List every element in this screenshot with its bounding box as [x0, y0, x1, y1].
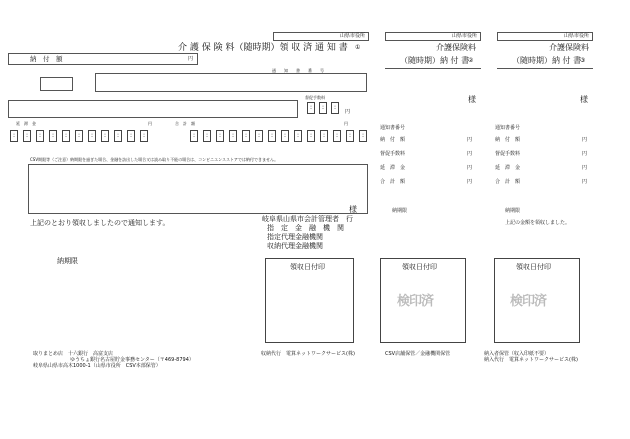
- small-box: [40, 77, 73, 91]
- late-digit-cell: :: [62, 130, 70, 142]
- footer-2: CSV店舗保管／金融機関保管: [385, 351, 451, 357]
- due-label-1: 納期限: [57, 257, 78, 265]
- issuer-line-4: 収納代理金融機関: [267, 242, 323, 250]
- fee-label-1: 督促手数料: [305, 95, 325, 100]
- seal-2: 検印済: [397, 294, 434, 309]
- total-digit-cell: :: [229, 130, 237, 142]
- total-digit-cell: :: [281, 130, 289, 142]
- late-digit-cell: :: [75, 130, 83, 142]
- title1-2: 介護保険料: [436, 43, 476, 52]
- title2-3: （随時期）納 付 書: [512, 56, 582, 65]
- row-label-3-3: 延 滞 金: [495, 165, 521, 171]
- sama-2: 様: [468, 95, 476, 104]
- row-label-2-3: 延 滞 金: [380, 165, 406, 171]
- title-rule-2: [385, 68, 481, 69]
- total-digit-cell: :: [307, 130, 315, 142]
- issuer-line-3: 指定代理金融機関: [267, 233, 323, 241]
- total-label-1: 合 計 額: [175, 121, 195, 126]
- late-digit-cell: :: [127, 130, 135, 142]
- footer-3-line-1: 納入者保管（収入印紙不要）: [484, 351, 550, 357]
- amount-label: 納 付 額: [30, 55, 63, 63]
- total-digit-cell: :: [359, 130, 367, 142]
- notice-box: [95, 73, 367, 92]
- late-digit-cell: :: [101, 130, 109, 142]
- fee-digit-cell: :: [319, 102, 327, 114]
- total-digit-cell: :: [294, 130, 302, 142]
- notice-no-label: 通 知 書 番 号: [272, 68, 324, 73]
- late-fee-label-1: 延 滞 金: [16, 121, 36, 126]
- due-label-2: 納期限: [392, 208, 408, 214]
- row-label-2-2: 督促手数料: [380, 151, 406, 157]
- stamp-label-3: 領収日付印: [516, 263, 551, 271]
- row-label-3-4: 合 計 額: [495, 179, 521, 185]
- late-digit-cell: :: [23, 130, 31, 142]
- total-digit-cell: :: [190, 130, 198, 142]
- seal-3: 検印済: [510, 294, 547, 309]
- total-digit-cell: :: [255, 130, 263, 142]
- title-mark-1: ①: [355, 44, 361, 51]
- row-unit-2-1: 円: [467, 137, 473, 143]
- note-box: [28, 164, 368, 214]
- title-1: 介 護 保 険 料（随時期）領 収 済 通 知 書: [178, 43, 348, 53]
- receipt-msg-3: 上記の金額を領収しました。: [505, 220, 571, 226]
- footer-line-1: 取りまとめ店 十六銀行 高富支店: [33, 351, 114, 357]
- issuer-line-2: 指 定 金 融 機 関: [267, 224, 344, 232]
- total-digit-cell: :: [333, 130, 341, 142]
- row-label-3-2: 督促手数料: [495, 151, 521, 157]
- office-name-3: 山県市役所: [564, 33, 590, 39]
- late-digit-cell: :: [88, 130, 96, 142]
- total-digit-cell: :: [203, 130, 211, 142]
- sama-1: 様: [349, 205, 357, 214]
- footer-line-3: 岐阜県山県市高木1000-1（山県市役所 CSV本部保管）: [33, 363, 161, 369]
- receipt-msg-1: 上記のとおり領収しましたので通知します。: [30, 219, 170, 227]
- row-unit-2-4: 円: [467, 179, 473, 185]
- sama-3: 様: [580, 95, 588, 104]
- fee-digit-cell: :: [331, 102, 339, 114]
- name-box: [8, 100, 298, 118]
- total-yen: 円: [344, 121, 348, 126]
- due-label-3: 納期限: [505, 208, 521, 214]
- title-mark-3: ③: [580, 57, 586, 64]
- title-rule-3: [497, 68, 593, 69]
- title1-3: 介護保険料: [549, 43, 589, 52]
- row-unit-3-2: 円: [582, 151, 588, 157]
- total-digit-cell: :: [346, 130, 354, 142]
- late-digit-cell: :: [114, 130, 122, 142]
- footer-line-2: ゆうちょ銀行名古屋貯金事務センター（〒469-8794）: [70, 357, 194, 363]
- notice-no-label-2: 通知書番号: [380, 125, 406, 131]
- total-digit-cell: :: [320, 130, 328, 142]
- row-unit-3-1: 円: [582, 137, 588, 143]
- title2-2: （随時期）納 付 書: [400, 56, 470, 65]
- row-unit-3-3: 円: [582, 165, 588, 171]
- row-unit-2-2: 円: [467, 151, 473, 157]
- row-label-3-1: 納 付 額: [495, 137, 521, 143]
- notice-no-label-3: 通知書番号: [495, 125, 521, 131]
- row-unit-2-3: 円: [467, 165, 473, 171]
- stamp-label-1: 領収日付印: [290, 263, 325, 271]
- late-yen: 円: [148, 121, 152, 126]
- late-digit-cell: :: [10, 130, 18, 142]
- total-digit-cell: :: [242, 130, 250, 142]
- row-unit-3-4: 円: [582, 179, 588, 185]
- row-label-2-4: 合 計 額: [380, 179, 406, 185]
- office-name-2: 山県市役所: [452, 33, 478, 39]
- total-digit-cell: :: [268, 130, 276, 142]
- row-label-2-1: 納 付 額: [380, 137, 406, 143]
- late-digit-cell: :: [140, 130, 148, 142]
- stamp-label-2: 領収日付印: [402, 263, 437, 271]
- footer-agent-1: 収納代行 電算ネットワークサービス(株): [261, 351, 355, 357]
- fee-digit-cell: :: [307, 102, 315, 114]
- fee-yen: 円: [345, 109, 351, 115]
- amount-yen: 円: [188, 56, 194, 62]
- issuer-line-1: 岐阜県山県市会計管理者 行: [262, 215, 353, 223]
- late-digit-cell: :: [49, 130, 57, 142]
- total-digit-cell: :: [216, 130, 224, 142]
- footer-3-line-2: 納入代行 電算ネットワークサービス(株): [484, 357, 578, 363]
- csv-note: CSV期限等（ご注意）納期限を過ぎた場合、金融を訪出した場合又は読み取り不能の場合は、コンビニエンスストアでは納付できません。: [30, 157, 279, 162]
- late-digit-cell: :: [36, 130, 44, 142]
- title-mark-2: ②: [468, 57, 474, 64]
- office-name-1: 山県市役所: [340, 33, 366, 39]
